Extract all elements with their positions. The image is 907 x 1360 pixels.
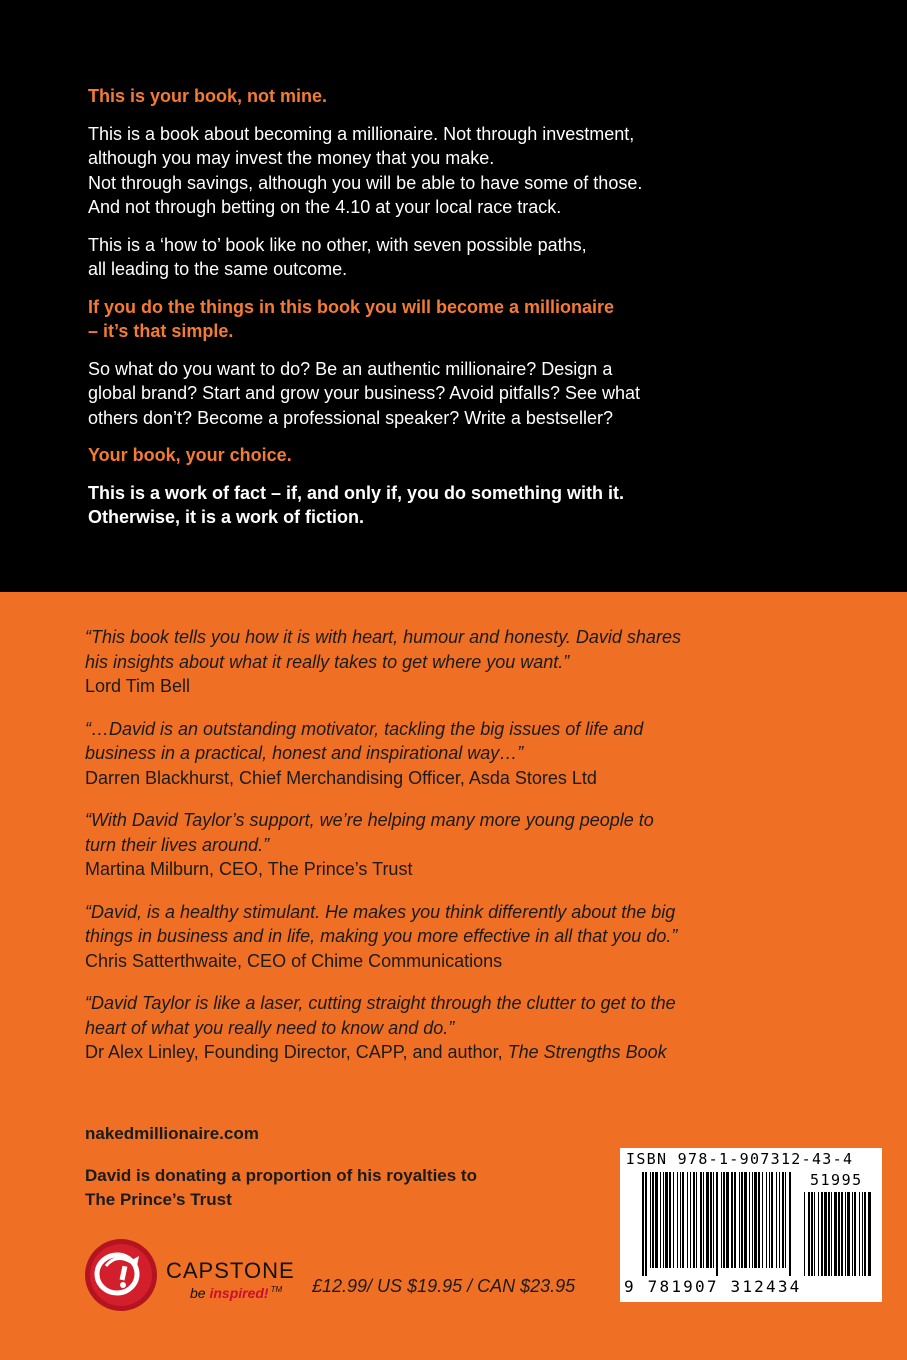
donation-line1: David is donating a proportion of his royalties to — [85, 1166, 477, 1185]
barcode-addon-bar — [838, 1192, 840, 1276]
barcode-bar — [779, 1172, 780, 1268]
barcode-addon-bar — [847, 1192, 850, 1276]
barcode-bar — [673, 1172, 674, 1268]
barcode-addon-bar — [814, 1192, 815, 1276]
barcode-bar — [723, 1172, 725, 1268]
barcode-addon-bar — [804, 1192, 805, 1276]
barcode-addon-bar — [852, 1192, 853, 1276]
barcode-bar — [752, 1172, 753, 1268]
testimonial-quote-l2: things in business and in life, making you more effective in all that you do.” — [85, 926, 678, 946]
barcode-bar — [758, 1172, 760, 1268]
testimonial-attribution: Martina Milburn, CEO, The Prince’s Trust — [85, 859, 413, 879]
blurb-para1-l2: although you may invest the money that you make. — [88, 148, 495, 168]
website-url: nakedmillionaire.com — [85, 1124, 259, 1143]
barcode-bar — [741, 1172, 743, 1268]
barcode-bar — [660, 1172, 661, 1268]
barcode-bar — [771, 1172, 773, 1268]
barcode-bar — [789, 1172, 791, 1276]
blurb-para1-l3: Not through savings, although you will be able to have some of those. — [88, 172, 643, 193]
barcode-addon-bar — [834, 1192, 837, 1276]
tagline-inspired: inspired! — [209, 1285, 269, 1301]
barcode-bar — [687, 1172, 688, 1268]
barcode-addon-bar — [862, 1192, 863, 1276]
barcode-addon-bar — [808, 1192, 810, 1276]
donation-note — [85, 1164, 585, 1212]
testimonial-attribution — [85, 1040, 775, 1065]
barcode-bar — [655, 1172, 658, 1268]
barcode-bar — [690, 1172, 691, 1268]
attribution-text: Dr Alex Linley, Founding Director, CAPP, and author, — [85, 1042, 508, 1062]
barcode-bar — [754, 1172, 757, 1268]
blurb-heading: This is your book, not mine. — [88, 86, 328, 106]
barcode-bar — [682, 1172, 684, 1268]
barcode-bar — [785, 1172, 786, 1268]
barcode-bar — [645, 1172, 647, 1276]
testimonial-quote-l1: “David Taylor is like a laser, cutting straight through the clutter to get to the — [85, 993, 676, 1013]
testimonial-quote-l2: heart of what you really need to know and do.” — [85, 1017, 455, 1038]
barcode-bar — [642, 1172, 644, 1276]
barcode-bar — [710, 1172, 712, 1268]
barcode-bar — [669, 1172, 671, 1268]
price-addon-code: 51995 — [810, 1171, 863, 1189]
blurb-choice: Your book, your choice. — [88, 445, 292, 465]
barcode-bar — [731, 1172, 733, 1268]
testimonial — [85, 717, 775, 791]
barcode-bar — [703, 1172, 704, 1268]
barcode-addon-bar — [821, 1192, 823, 1276]
barcode-bar — [716, 1172, 718, 1276]
barcode-bar — [734, 1172, 736, 1268]
barcode-bar — [782, 1172, 784, 1268]
barcode-bars — [642, 1172, 872, 1278]
barcode-bar — [693, 1172, 695, 1268]
barcode-bar — [766, 1172, 767, 1268]
testimonial — [85, 900, 775, 974]
testimonial-quote-l1: “David, is a healthy stimulant. He makes you think differently about the big — [85, 901, 676, 922]
testimonial-quote-l2: turn their lives around.” — [85, 834, 270, 855]
barcode-bar — [665, 1172, 668, 1268]
barcode-addon-bar — [811, 1192, 813, 1276]
blurb-para2-l2: all leading to the same outcome. — [88, 259, 348, 279]
book-title: The Strengths Book — [507, 1042, 667, 1062]
blurb-text — [88, 84, 728, 530]
barcode-bar — [739, 1172, 740, 1268]
barcode-bar — [721, 1172, 722, 1268]
barcode-bar — [650, 1172, 651, 1268]
barcode-bar — [677, 1172, 678, 1268]
blurb-highlight-l1: If you do the things in this book you will become a millionaire — [88, 296, 615, 317]
barcode-bar — [744, 1172, 747, 1268]
barcode-bar — [700, 1172, 702, 1268]
testimonial-attribution: Lord Tim Bell — [85, 676, 191, 696]
tagline-be: be — [190, 1285, 206, 1301]
barcode-bar — [762, 1172, 763, 1268]
barcode-addon-bar — [831, 1192, 832, 1276]
blurb-para1-l4: And not through betting on the 4.10 at your local race track. — [88, 197, 562, 217]
barcode-addon-bar — [828, 1192, 830, 1276]
blurb-highlight-l2: – it’s that simple. — [88, 321, 234, 341]
testimonial — [85, 808, 775, 882]
capstone-logo-icon — [84, 1238, 158, 1312]
barcode-addon-bar — [859, 1192, 860, 1276]
testimonial — [85, 991, 775, 1065]
testimonial — [85, 625, 775, 699]
blurb-para1-l1: This is a book about becoming a millionaire. Not through investment, — [88, 123, 635, 144]
blurb-para3-l1: So what do you want to do? Be an authentic millionaire? Design a — [88, 358, 613, 379]
ean-number: 9 781907 312434 — [624, 1277, 802, 1296]
barcode-addon-bar — [854, 1192, 856, 1276]
barcode-bar — [769, 1172, 770, 1268]
publisher-tagline — [190, 1285, 282, 1301]
blurb-para3-l3: others don’t? Become a professional speaker? Write a bestseller? — [88, 407, 613, 428]
barcode-addon-bar — [818, 1192, 819, 1276]
testimonial-quote-l2: his insights about what it really takes to get where you want.” — [85, 651, 570, 672]
testimonials — [85, 625, 775, 1083]
testimonial-quote-l1: “With David Taylor’s support, we’re helping many more young people to — [85, 810, 654, 830]
barcode-addon-bar — [845, 1192, 846, 1276]
barcode-bar — [776, 1172, 777, 1268]
testimonial-attribution: Chris Satterthwaite, CEO of Chime Communications — [85, 950, 503, 971]
barcode-bar — [749, 1172, 750, 1268]
barcode-bar — [663, 1172, 664, 1268]
testimonial-quote-l1: “This book tells you how it is with heart, humour and honesty. David shares — [85, 627, 681, 647]
testimonial-quote-l1: “…David is an outstanding motivator, tackling the big issues of life and — [85, 718, 644, 739]
blurb-para2-l1: This is a ‘how to’ book like no other, with seven possible paths, — [88, 234, 587, 255]
testimonial-attribution: Darren Blackhurst, Chief Merchandising Officer, Asda Stores Ltd — [85, 767, 597, 788]
barcode-bar — [713, 1172, 714, 1268]
barcode-bar — [726, 1172, 729, 1268]
isbn-text: ISBN 978-1-907312-43-4 — [626, 1150, 854, 1168]
barcode-addon-bar — [864, 1192, 866, 1276]
barcode-bar — [706, 1172, 709, 1268]
barcode-bar — [652, 1172, 654, 1268]
price: £12.99/ US $19.95 / CAN $23.95 — [312, 1276, 576, 1296]
barcode-addon-bar — [841, 1192, 843, 1276]
publisher-name: CAPSTONE — [166, 1258, 295, 1283]
blurb-para3-l2: global brand? Start and grow your business? Avoid pitfalls? See what — [88, 383, 641, 403]
barcode-addon-bar — [868, 1192, 871, 1276]
blurb-closing-l2: Otherwise, it is a work of fiction. — [88, 507, 365, 527]
barcode-bar — [680, 1172, 681, 1268]
testimonial-quote-l2: business in a practical, honest and inspirational way…” — [85, 743, 524, 763]
trademark: TM — [270, 1285, 283, 1294]
barcode-bar — [696, 1172, 697, 1268]
barcode-addon-bar — [824, 1192, 827, 1276]
blurb-closing-l1: This is a work of fact – if, and only if, you do something with it. — [88, 482, 625, 503]
donation-line2: The Prince’s Trust — [85, 1190, 232, 1209]
